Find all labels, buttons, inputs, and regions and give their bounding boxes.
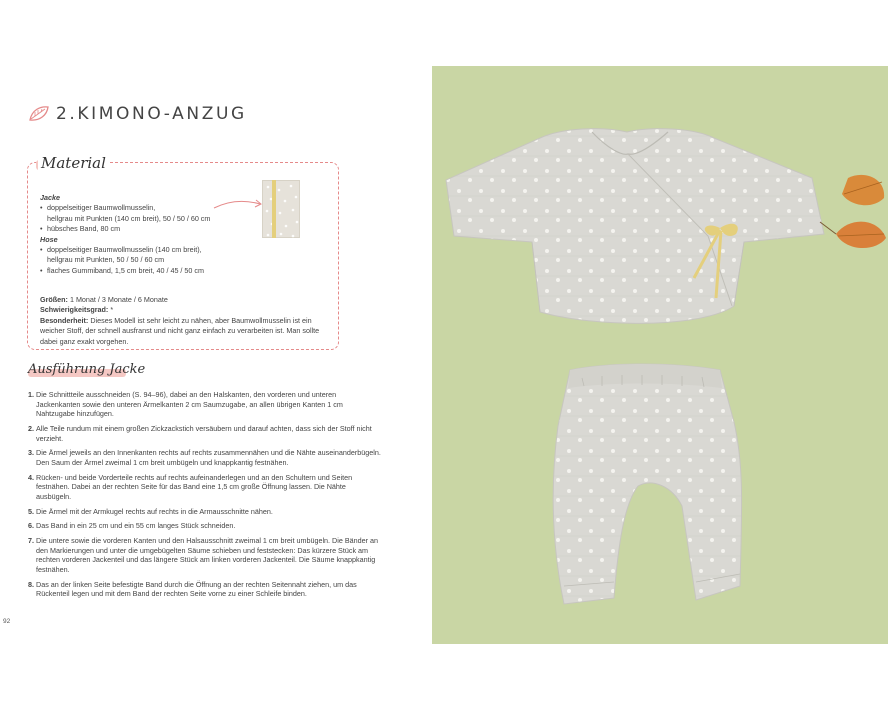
step-item: 5. Die Ärmel mit der Armkugel rechts auf rechts in die Armausschnitte nähen. (28, 506, 273, 516)
jacke-label: Jacke (40, 193, 60, 202)
autumn-leaves-image (820, 175, 886, 248)
material-item: • doppelseitiger Baumwollmusselin (140 cm breit), hellgrau mit Punkten, 50 / 50 / 60 cm (40, 245, 300, 266)
step-item: 6. Das Band in ein 25 cm und ein 55 cm langes Stück schneiden. (28, 521, 236, 531)
jacket-image (446, 129, 824, 324)
left-page (0, 0, 432, 710)
material-item: • doppelseitiger Baumwollmusselin, hellgrau mit Punkten (140 cm breit), 50 / 50 / 60 cm (40, 203, 300, 224)
pattern-details (40, 295, 335, 347)
notes-line: Besonderheit: Dieses Modell ist sehr leicht zu nähen, aber Baumwollmusselin ist ein weicher Stoff, der schnell ausfranst und nicht ganz einfach zu verarbeiten ist. Man sollte dabei ganz exakt vorgehen. (40, 315, 320, 346)
material-item: • hübsches Band, 80 cm (40, 224, 300, 234)
instructions-heading: Ausführung Jacke (28, 362, 146, 377)
step-item: 8. Das an der linken Seite befestigte Band durch die Öffnung an der rechten Seitennaht ziehen, um das Rückenteil legen und mit dem Band der rechten Seite vorne zu einer Schleife binden. (28, 579, 357, 599)
hose-label: Hose (40, 234, 58, 244)
ribbon-swatch (272, 180, 276, 238)
material-item: • flaches Gummiband, 1,5 cm breit, 40 / 45 / 50 cm (40, 266, 300, 276)
page-number: 92 (3, 618, 11, 625)
fabric-dots (263, 181, 301, 239)
instruction-steps (28, 390, 382, 604)
step-item: 7. Die untere sowie die vorderen Kanten und den Halsausschnitt zweimal 1 cm breit umbügeln. Die Bänder an den Markierungen und unter die umgebügelten Säume schieben und feststecken: Das kürzere Stück am rechten vorderen Jackenteil und das längere Stück am linken vorderen Jackenteil. Die Säume knappkantig festnähen. (28, 536, 378, 575)
page-title: 2.KIMONO-ANZUG (56, 104, 247, 124)
step-item: 2. Alle Teile rundum mit einem großen Zickzackstich versäubern und darauf achten, dass sich der Stoff nicht verzieht. (28, 423, 372, 443)
step-item: 1. Die Schnittteile ausschneiden (S. 94–96), dabei an den Halskanten, den vorderen und unteren Jackenkanten sowie den unteren Ärmelkanten 2 cm Saumzugabe, an allen übrigen Kanten 1 cm Nahtzugabe hinzufügen. (28, 390, 343, 419)
title-block (28, 104, 247, 124)
sizes-line: Größen: 1 Monat / 3 Monate / 6 Monate (40, 295, 168, 304)
kimono-photo (432, 66, 888, 644)
photo-page (432, 66, 888, 644)
material-heading: Material (38, 154, 109, 172)
step-item: 4. Rücken- und beide Vorderteile rechts auf rechts aufeinanderlegen und an den Schultern und Seiten festnähen. Dabei an der rechten Seite für das Band eine 1,5 cm große Öffnung lassen. Die Nähte ausbügeln. (28, 472, 353, 501)
leaf-icon (28, 105, 50, 123)
fabric-swatch-image (262, 180, 300, 238)
pants-image (553, 364, 741, 604)
arrow-icon (212, 198, 264, 212)
step-item: 3. Die Ärmel jeweils an den Innenkanten rechts auf rechts zusammennähen und die Nähte auseinanderbügeln. Den Saum der Ärmel zweimal 1 cm breit umbügeln und knappkantig festnähen. (28, 448, 381, 467)
difficulty-line: Schwierigkeitsgrad: * (40, 305, 114, 315)
